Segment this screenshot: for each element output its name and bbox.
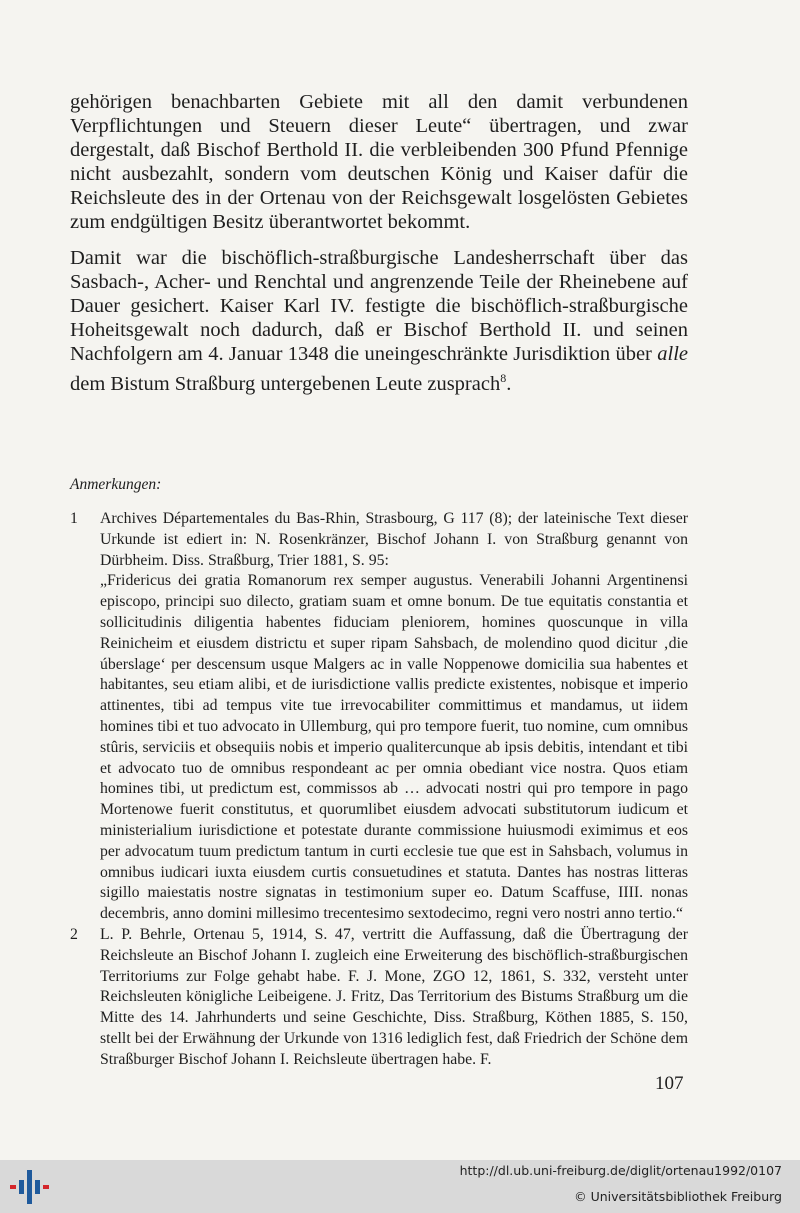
note-number: 2: [70, 925, 78, 943]
paragraph-2-text-cont: dem Bistum Straßburg untergebenen Leute zusprach: [70, 373, 501, 396]
paragraph-2-end: .: [506, 373, 512, 396]
page-number: 107: [655, 1073, 684, 1094]
copyright-text: © Universitätsbibliothek Freiburg: [574, 1189, 782, 1204]
notes-list: [70, 509, 688, 1071]
note-number: 1: [70, 510, 78, 527]
footer-bar: [0, 1160, 800, 1213]
note-text: L. P. Behrle, Ortenau 5, 1914, S. 47, vertritt die Auffassung, daß die Übertragung der Reichsleute an Bischof Johann I. zugleich eine Erweiterung des bischöflich-straßburgischen Territoriums zur Folge gehabt habe. F. J. Mone, ZGO 12, 1861, S. 332, versteht unter Reichsleuten königliche Leibeigene. J. Fritz, Das Territorium des Bistums Straßburg um die Mitte des 14. Jahrhunderts und seine Geschichte, Diss. Straßburg, Köthen 1885, S. 150, stellt bei der Erwähnung der Urkunde von 1316 lediglich fest, daß Friedrich der Schöne dem Straßburger Bischof Johann I. Reichsleute übertragen habe. F.: [100, 925, 688, 1068]
source-url-link[interactable]: http://dl.ub.uni-freiburg.de/diglit/ortenau1992/0107: [459, 1163, 782, 1178]
note-item: [70, 925, 688, 1071]
ub-freiburg-logo-icon[interactable]: [8, 1168, 52, 1206]
footnote-ref-8[interactable]: 8: [500, 371, 507, 386]
emphasis-alle: alle: [657, 343, 688, 366]
body-paragraph-1: gehörigen benachbarten Gebiete mit all den damit verbundenen Verpflichtungen und Steuern dieser Leute“ übertragen, und zwar dergestalt, daß Bischof Berthold II. die verbleibenden 300 Pfund Pfennige nicht ausbezahlt, sondern vom deutschen König und Kaiser dafür die Reichsleute des in der Ortenau von der Reichsgewalt losgelösten Gebietes zum endgültigen Besitz überantwortet bekommt.: [70, 91, 688, 234]
notes-heading: Anmerkungen:: [70, 476, 162, 493]
paragraph-2-text: Damit war die bischöflich-straßburgische Landesherrschaft über das Sasbach-, Acher- und Renchtal und angrenzende Teile der Rheinebene auf Dauer gesichert. Kaiser Karl IV. festigte die bischöflich-straßburgische Hoheitsgewalt noch dadurch, daß er Bischof Berthold II. und seinen Nachfolgern am 4. Januar 1348 die uneingeschränkte Jurisdiktion über: [70, 247, 688, 366]
body-paragraph-2: [70, 246, 688, 396]
note-intro: Archives Départementales du Bas-Rhin, Strasbourg, G 117 (8); der lateinische Text dieser Urkunde ist ediert in: N. Rosenkränzer, Bischof Johann I. von Straßburg genannt von Dürbheim. Diss. Straßburg, Trier 1881, S. 95:: [100, 510, 688, 569]
note-latin-quote: „Fridericus dei gratia Romanorum rex semper augustus. Venerabili Johanni Argentinensi episcopo, principi suo dilecto, gratiam suam et omne bonum. De tue equitatis constantia et sollicitudinis diligentia habentes fiduciam pleniorem, homines quoscunque in villa Reinicheim et eiusdem districtu et super ripam Sahsbach, de molendino quod dicitur ‚die úberslage‘ per descensum usque Malgers ac in valle Noppenowe domicilia sua habentes et habitantes, seu etiam alibi, et de iurisdictione vallis predicte existentes, nobisque et imperio attinentes, tibi ad tempus vite tue irrevocabiliter committimus et mandamus, ut iidem homines tibi et tuo advocato in Ullemburg, qui pro tempore fuerit, tuo nomine, cum omnibus stûris, serviciis et obsequiis nobis et imperio qualitercunque ab ipsis debitis, intendant et tibi et advocato tuo de omnibus respondeant ac per omnia obediant vice nostra. Quos etiam homines tibi, ut predictum est, commissos ab … advocati nostri qui pro tempore in pago Mortenowe fuerit constitutus, et quorumlibet eiusdem advocati substitutorum iudicum et ministerialium iurisdictione et potestate durante commissione huiusmodi eximimus et eos per advocatum tuum predictum tantum in curti ecclesie tue que est in Sahsbach, volumus in omnibus iudicari iuxta eiusdem curtis consuetudines et statuta. Dantes has nostras litteras sigillo maiestatis nostre signatas in testimonium super eo. Datum Scaffuse, IIII. nonas decembris, anno domini millesimo trecentesimo sextodecimo, regni vero nostri anno tertio.“: [100, 572, 688, 923]
note-item: [70, 509, 688, 925]
